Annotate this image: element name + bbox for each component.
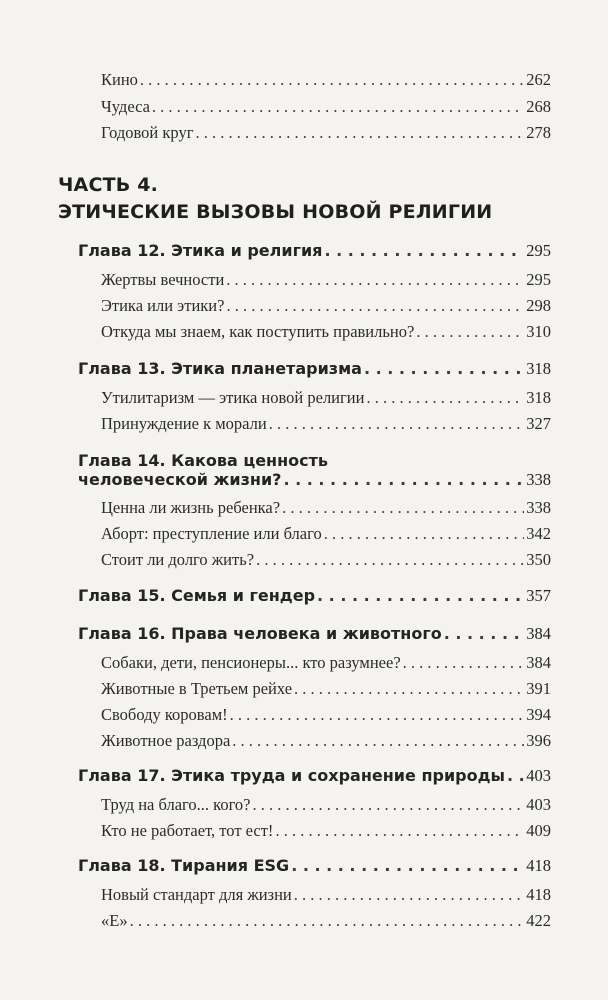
toc-entry	[101, 414, 551, 434]
toc-entry-page: 327	[526, 414, 551, 433]
chapter-page: 295	[526, 241, 551, 260]
dot-leader	[226, 296, 524, 316]
toc-entry-title: Кто не работает, тот ест!	[101, 821, 274, 840]
dot-leader	[444, 624, 525, 643]
toc-entry-title: Животное раздора	[101, 731, 231, 750]
toc-entry-title: Стоит ли долго жить?	[101, 550, 255, 569]
toc-chapter-14	[78, 470, 551, 490]
toc-entry	[101, 498, 551, 518]
toc-entry	[101, 679, 551, 699]
toc-entry	[101, 322, 551, 342]
chapter-title: человеческой жизни?	[78, 470, 282, 489]
toc-entry-title: Аборт: преступление или благо	[101, 524, 322, 543]
part-title: ЭТИЧЕСКИЕ ВЫЗОВЫ НОВОЙ РЕЛИГИИ	[58, 201, 493, 223]
toc-entry-page: 394	[526, 705, 551, 724]
toc-entry-page: 278	[526, 123, 551, 142]
dot-leader	[294, 885, 525, 905]
toc-entry-page: 418	[526, 885, 551, 904]
dot-leader	[416, 322, 524, 342]
toc-chapter-18	[78, 856, 551, 876]
toc-chapter-17	[78, 766, 551, 786]
toc-entry-title: Жертвы вечности	[101, 270, 225, 289]
dot-leader	[226, 270, 524, 290]
toc-entry-title: Животные в Третьем рейхе	[101, 679, 293, 698]
toc-entry-page: 338	[526, 498, 551, 517]
toc-entry-page: 295	[526, 270, 551, 289]
dot-leader	[256, 550, 524, 570]
dot-leader	[130, 911, 525, 931]
chapter-title: Глава 12. Этика и религия	[78, 241, 323, 260]
toc-entry-title: Труд на благо... кого?	[101, 795, 251, 814]
toc-chapter-14-title-line1: Глава 14. Какова ценность	[78, 451, 329, 470]
toc-entry-page: 409	[526, 821, 551, 840]
toc-entry-title: Ценна ли жизнь ребенка?	[101, 498, 281, 517]
toc-entry-page: 268	[526, 97, 551, 116]
chapter-title: Глава 18. Тирания ESG	[78, 856, 290, 875]
toc-entry-page: 298	[526, 296, 551, 315]
chapter-page: 338	[526, 470, 551, 489]
toc-entry	[101, 296, 551, 316]
toc-entry-page: 391	[526, 679, 551, 698]
dot-leader	[324, 524, 525, 544]
toc-entry	[101, 795, 551, 815]
dot-leader	[275, 821, 524, 841]
toc-entry-chudesa	[101, 97, 551, 117]
toc-entry	[101, 821, 551, 841]
toc-entry-page: 318	[526, 388, 551, 407]
toc-entry-title: Принуждение к морали	[101, 414, 267, 433]
dot-leader	[282, 498, 524, 518]
chapter-page: 318	[526, 359, 551, 378]
toc-entry-title: Собаки, дети, пенсионеры... кто разумнее?	[101, 653, 401, 672]
toc-entry	[101, 911, 551, 931]
toc-entry-title: Откуда мы знаем, как поступить правильно?	[101, 322, 415, 341]
toc-chapter-16	[78, 624, 551, 644]
chapter-title: Глава 16. Права человека и животного	[78, 624, 442, 643]
toc-entry-page: 342	[526, 524, 551, 543]
toc-entry-page: 262	[526, 70, 551, 89]
toc-entry-title: Свободу коровам!	[101, 705, 228, 724]
chapter-page: 384	[526, 624, 551, 643]
dot-leader	[291, 856, 524, 875]
toc-entry	[101, 885, 551, 905]
toc-entry-title: Чудеса	[101, 97, 150, 116]
chapter-page: 357	[526, 586, 551, 605]
toc-entry-kino	[101, 70, 551, 90]
toc-entry-page: 384	[526, 653, 551, 672]
toc-entry	[101, 731, 551, 751]
toc-entry	[101, 388, 551, 408]
part-number: ЧАСТЬ 4.	[58, 174, 159, 196]
dot-leader	[152, 97, 524, 117]
toc-chapter-13	[78, 359, 551, 379]
dot-leader	[195, 123, 524, 143]
chapter-title: Глава 17. Этика труда и сохранение природы	[78, 766, 505, 785]
toc-entry-page: 310	[526, 322, 551, 341]
chapter-title: Глава 13. Этика планетаризма	[78, 359, 362, 378]
toc-entry-title: Годовой круг	[101, 123, 194, 142]
toc-entry	[101, 550, 551, 570]
dot-leader	[364, 359, 524, 378]
dot-leader	[140, 70, 524, 90]
chapter-page: 403	[526, 766, 551, 785]
toc-entry-title: Утилитаризм — этика новой религии	[101, 388, 365, 407]
dot-leader	[283, 470, 524, 489]
dot-leader	[294, 679, 524, 699]
dot-leader	[324, 241, 524, 260]
dot-leader	[232, 731, 524, 751]
toc-entry-page: 403	[526, 795, 551, 814]
toc-chapter-15	[78, 586, 551, 606]
chapter-page: 418	[526, 856, 551, 875]
chapter-title: Глава 15. Семья и гендер	[78, 586, 316, 605]
toc-entry	[101, 270, 551, 290]
toc-chapter-12	[78, 241, 551, 261]
toc-entry-page: 396	[526, 731, 551, 750]
toc-entry	[101, 653, 551, 673]
dot-leader	[507, 766, 524, 785]
toc-entry-page: 350	[526, 550, 551, 569]
dot-leader	[366, 388, 524, 408]
toc-entry-title: Новый стандарт для жизни	[101, 885, 292, 904]
toc-entry	[101, 524, 551, 544]
toc-entry	[101, 705, 551, 725]
toc-entry-title: «Е»	[101, 911, 128, 930]
dot-leader	[230, 705, 525, 725]
toc-entry-title: Кино	[101, 70, 138, 89]
dot-leader	[253, 795, 525, 815]
dot-leader	[317, 586, 524, 605]
dot-leader	[269, 414, 525, 434]
toc-entry-godovoy-krug	[101, 123, 551, 143]
toc-entry-title: Этика или этики?	[101, 296, 225, 315]
dot-leader	[403, 653, 525, 673]
toc-entry-page: 422	[526, 911, 551, 930]
